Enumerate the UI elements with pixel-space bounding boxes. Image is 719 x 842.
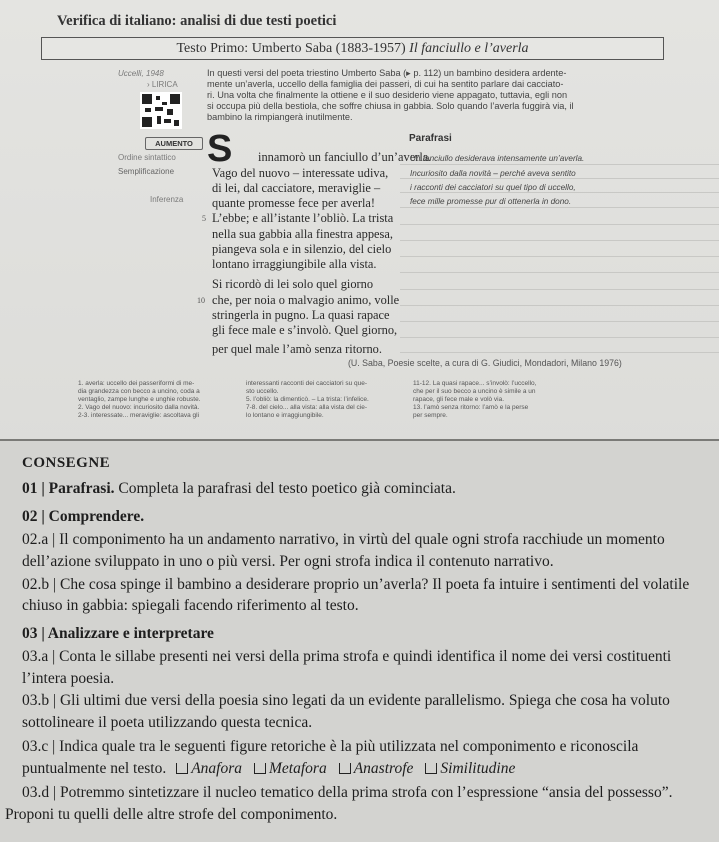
answer-line[interactable] [400,272,719,273]
qr-code-icon[interactable] [140,92,182,129]
footnote-line: interessanti racconti dei cacciatori su que- [246,380,368,387]
genre-meta: › LIRICA [147,80,178,89]
intro-line: bambino la rimpiangerà inutilmente. [207,112,353,122]
question-03a-line: l’intera poesia. [22,670,115,687]
sidebar-label-semplificazione: Semplificazione [118,167,175,176]
title-work: Il fanciullo e l’averla [409,41,529,56]
answer-line[interactable] [400,224,719,225]
answer-line[interactable] [400,321,719,322]
footnote-line: ventaglio, zampe lunghe e unghie robuste. [78,396,201,403]
question-01 [22,480,456,498]
option-anafora-label: Anafora [191,760,243,777]
collection-meta: Uccelli, 1948 [118,69,164,78]
footnote-line: che per il suo becco a uncino è simile a un [413,388,536,395]
checkbox-anastrofe[interactable] [339,763,351,774]
sidebar-label-ordine: Ordine sintattico [118,153,176,162]
intro-line: ri. Una volta che finalmente la ottiene e il suo desiderio viene appagato, tuttavia, egli non [207,90,568,100]
question-02-head: 02 | Comprendere. [22,508,145,525]
option-anafora[interactable] [176,760,242,777]
intro-line: si occupa più della bestiola, che soffre chiusa in gabbia. Solo quando l’averla fuggirà via, il [207,101,574,111]
checkbox-metafora[interactable] [254,763,266,774]
answer-line[interactable] [400,337,719,338]
poem-line: lontano irraggiungibile alla vista. [212,257,377,271]
poem-line: per quel male l’amò senza ritorno. [212,342,382,356]
parafrasi-line: Incuriosito dalla novità – perché aveva sentito [410,169,576,178]
source-citation: (U. Saba, Poesie scelte, a cura di G. Giudici, Mondadori, Milano 1976) [348,358,622,368]
question-02a-line: dell’azione sviluppato in uno o più versi. Per ogni strofa indica il contenuto narrativo. [22,553,554,570]
footnote-line: 2-3. interessate... meraviglie: ascoltava gli [78,412,200,419]
question-03c-line: 03.c | Indica quale tra le seguenti figure retoriche è la più utilizzata nel componimento e riconoscila [22,738,639,755]
question-03c-text: puntualmente nel testo. [22,760,167,777]
option-similitudine[interactable] [425,760,515,777]
intro-line: In questi versi del poeta triestino Umberto Saba (▸ p. 112) un bambino desidera ardente- [207,68,567,78]
footnote-line: 11-12. La quasi rapace... s’involò: l’uccello, [413,380,537,387]
section-divider [0,439,719,441]
answer-line[interactable] [400,256,719,257]
question-02a-line: 02.a | Il componimento ha un andamento narrativo, in virtù del quale ogni strofa racchiude un momento [22,531,665,548]
aumento-badge: AUMENTO [145,137,203,150]
poem-line: stringerla in pugno. La quasi rapace [212,308,390,322]
answer-line[interactable] [400,305,719,306]
footnote-line: dia grandezza con becco a uncino, coda a [78,388,200,395]
answer-line[interactable] [400,289,719,290]
poem-line: nella sua gabbia alla finestra appesa, [212,227,393,241]
poem-line: innamorò un fanciullo d’un’averla. [258,150,432,164]
poem-line: che, per noia o malvagio animo, volle [212,293,400,307]
poem-line: Vago del nuovo – interessate udiva, [212,166,389,180]
question-02b-line: chiuso in gabbia: spiegali facendo riferimento al testo. [22,597,359,614]
footnote-line: lo lontano e irraggiungibile. [246,412,324,419]
question-03d-line: 03.d | Potremmo sintetizzare il nucleo tematico della prima strofa con l’espressione “ansia del possesso”. [22,784,673,801]
option-anastrofe-label: Anastrofe [353,760,414,777]
question-01-head: 01 | Parafrasi. [22,480,115,497]
question-01-text: Completa la parafrasi del testo poetico già cominciata. [114,480,456,497]
answer-line[interactable] [400,192,719,193]
footnote-line: sto uccello. [246,388,279,395]
option-metafora[interactable] [254,760,327,777]
line-number-10: 10 [197,296,205,305]
poem-line: di lei, dal cacciatore, meraviglie – [212,181,381,195]
parafrasi-line: Un fanciullo desiderava intensamente un’averla. [410,154,585,163]
answer-line[interactable] [400,207,719,208]
answer-line[interactable] [400,240,719,241]
parafrasi-line: i racconti dei cacciatori su quel tipo di uccello, [410,183,576,192]
poem-line: L’ebbe; e all’istante l’obliò. La trista [212,211,394,225]
poem-line: gli fece male e s’involò. Quel giorno, [212,323,398,337]
question-03d-line: Proponi tu quelli delle altre strofe del componimento. [5,806,338,823]
parafrasi-heading: Parafrasi [409,133,452,144]
answer-line[interactable] [400,164,719,165]
option-metafora-label: Metafora [269,760,327,777]
title-prefix: Testo Primo: Umberto Saba (1883-1957) [176,41,410,56]
footnote-line: 7-8. del cielo... alla vista: alla vista del cie- [246,404,368,411]
footnote-line: rapace, gli fece male e volò via. [413,396,505,403]
poem-line: piangeva sola e in silenzio, del cielo [212,242,392,256]
checkbox-similitudine[interactable] [425,763,437,774]
footnote-line: 5. l’obliò: la dimenticò. – La trista: l’infelice. [246,396,369,403]
parafrasi-line: fece mille promesse pur di ottenerla in dono. [410,197,572,206]
poem-line: Si ricordò di lei solo quel giorno [212,277,374,291]
line-number-5: 5 [202,214,206,223]
poem-line: quante promesse fece per averla! [212,196,376,210]
question-03a-line: 03.a | Conta le sillabe presenti nei versi della prima strofa e quindi identifica il nome dei versi costituenti [22,648,672,665]
title-box [41,37,664,60]
question-03-head: 03 | Analizzare e interpretare [22,625,214,642]
consegne-title: CONSEGNE [22,455,111,471]
sidebar-label-inferenza: Inferenza [150,195,184,204]
question-03c-line2 [22,760,515,778]
footnote-line: per sempre. [413,412,448,419]
question-03b-line: sottolineare il poeta utilizzando questa tecnica. [22,714,313,731]
checkbox-anafora[interactable] [176,763,188,774]
poem-dropcap: S [207,128,233,170]
answer-line[interactable] [400,178,719,179]
option-anastrofe[interactable] [339,760,414,777]
footnote-line: 1. averla: uccello dei passeriformi di me- [78,380,195,387]
footnote-line: 13. l’amò senza ritorno: l’amò e la perse [413,404,529,411]
intro-line: mente un’averla, uccello della famiglia dei passeri, di cui ha sentito parlare dai cacciato- [207,79,564,89]
poem-title [42,41,663,57]
footnote-line: 2. Vago del nuovo: incuriosito dalla novità. [78,404,200,411]
option-similitudine-label: Similitudine [440,760,516,777]
question-02b-line: 02.b | Che cosa spinge il bambino a desiderare proprio un’averla? Il poeta fa intuire i sentimenti del volatile [22,576,690,593]
page-heading: Verifica di italiano: analisi di due testi poetici [57,13,337,29]
question-03b-line: 03.b | Gli ultimi due versi della poesia sino legati da un evidente parallelismo. Spiega che cosa ha voluto [22,692,670,709]
answer-line[interactable] [400,352,719,353]
